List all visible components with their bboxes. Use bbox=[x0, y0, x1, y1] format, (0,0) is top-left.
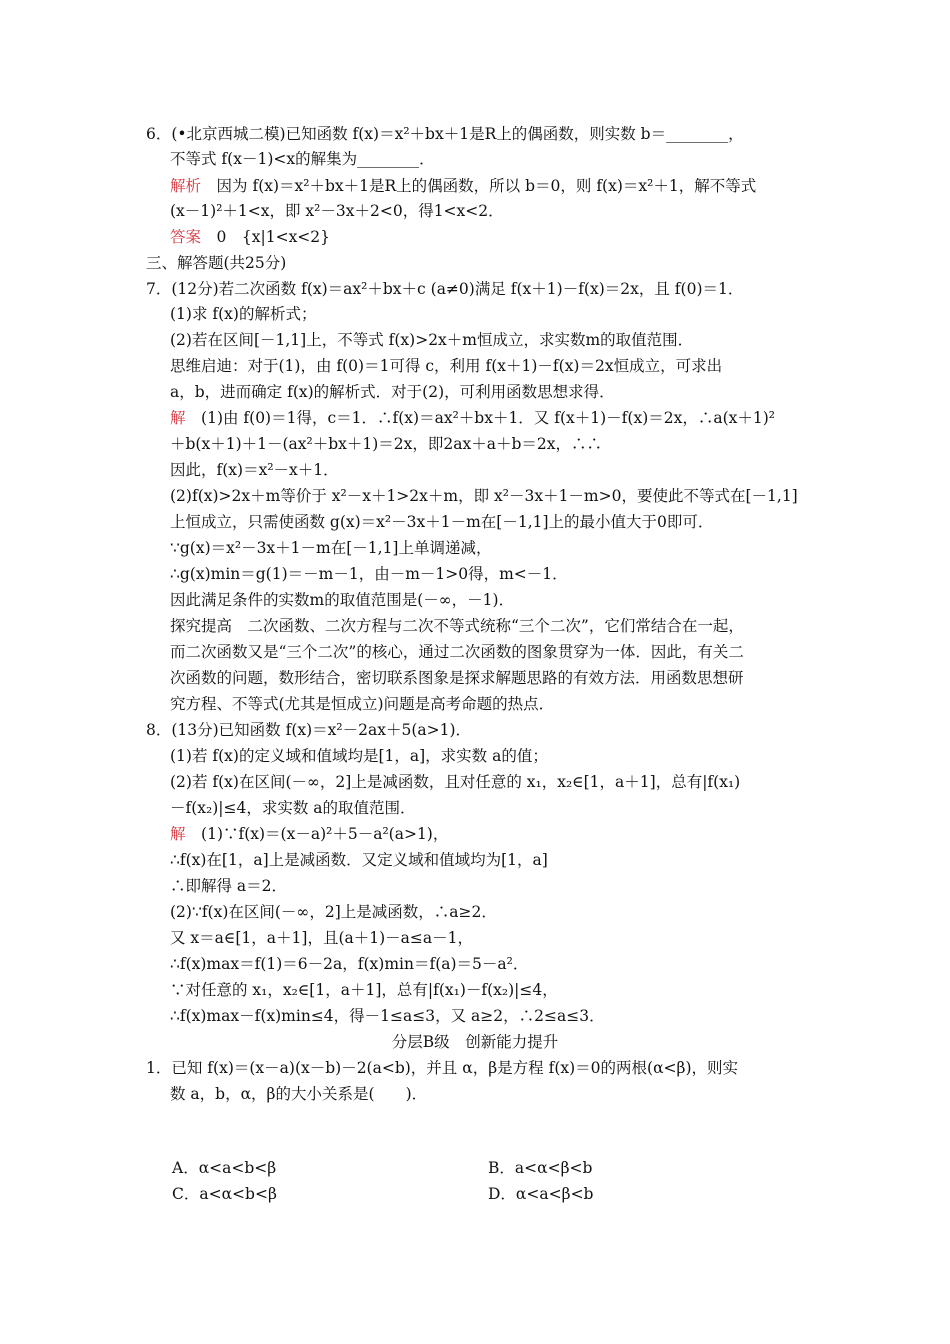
q6-answer-row bbox=[170, 227, 330, 249]
b1-line-1: 1．已知 f(x)＝(x－a)(x－b)－2(a<b)，并且 α，β是方程 f(x)＝0的两根(α<β)，则实 bbox=[146, 1059, 739, 1077]
q7-solution-line: 因此，f(x)＝x²－x＋1． bbox=[170, 461, 339, 479]
q8-solution-line: ∴f(x)max＝f(1)＝6－2a，f(x)min＝f(a)＝5－a²． bbox=[170, 955, 529, 973]
q8-solution-line: ∵对任意的 x₁，x₂∈[1，a＋1]，总有|f(x₁)－f(x₂)|≤4， bbox=[170, 981, 558, 999]
q7-extension-line: 次函数的问题，数形结合，密切联系图象是探求解题思路的有效方法．用函数思想研 bbox=[170, 669, 744, 687]
q8-solution-line: ∴即解得 a＝2． bbox=[170, 877, 288, 895]
section-heading: 三、解答题(共25分) bbox=[146, 254, 287, 272]
q7-hint-1: 思维启迪：对于(1)，由 f(0)＝1可得 c，利用 f(x＋1)－f(x)＝2x恒成立，可求出 bbox=[170, 357, 723, 375]
q8-solution-line: ∴f(x)在[1，a]上是减函数．又定义域和值域均为[1，a] bbox=[170, 851, 548, 869]
answer-text: 0 {x|1<x<2} bbox=[216, 228, 331, 246]
solution-text: (1)∵f(x)＝(x－a)²＋5－a²(a>1)， bbox=[201, 825, 449, 843]
q7-solution-line: 因此满足条件的实数m的取值范围是(－∞，－1)． bbox=[170, 591, 515, 609]
q8-solution-line: 又 x＝a∈[1，a＋1]，且(a＋1)－a≤a－1， bbox=[170, 929, 473, 947]
q7-line-1: 7．(12分)若二次函数 f(x)＝ax²＋bx＋c (a≠0)满足 f(x＋1)－f(x)＝2x，且 f(0)＝1． bbox=[146, 280, 744, 298]
q8-solution-line: (2)∵f(x)在区间(－∞，2]上是减函数，∴a≥2． bbox=[170, 903, 497, 921]
q7-extension-line: 究方程、不等式(尤其是恒成立)问题是高考命题的热点． bbox=[170, 695, 555, 713]
q6-analysis-row bbox=[170, 176, 756, 198]
analysis-label: 解析 bbox=[170, 177, 202, 195]
q8-sub-1: (1)若 f(x)的定义域和值域均是[1，a]，求实数 a的值； bbox=[170, 747, 548, 765]
q6-line-1: 6．(•北京西城二模)已知函数 f(x)＝x²＋bx＋1是R上的偶函数，则实数 b＝________， bbox=[146, 125, 744, 143]
solution-text: (1)由 f(0)＝1得，c＝1．∴f(x)＝ax²＋bx＋1．又 f(x＋1)－f(x)＝2x，∴a(x＋1)² bbox=[201, 409, 775, 427]
level-b-heading: 分层B级 创新能力提升 bbox=[391, 1033, 559, 1051]
b1-line-2: 数 a，b，α，β的大小关系是( )． bbox=[170, 1085, 428, 1103]
q8-sub-2-cont: －f(x₂)|≤4，求实数 a的取值范围． bbox=[170, 799, 416, 817]
option-c: C．a<α<b<β bbox=[172, 1185, 277, 1203]
q8-line-1: 8．(13分)已知函数 f(x)＝x²－2ax＋5(a>1)． bbox=[146, 721, 472, 739]
q7-hint-2: a，b，进而确定 f(x)的解析式．对于(2)，可利用函数思想求得． bbox=[170, 383, 615, 401]
q7-solution-line: ∵g(x)＝x²－3x＋1－m在[－1,1]上单调递减， bbox=[170, 539, 492, 557]
option-a: A．α<a<b<β bbox=[172, 1159, 277, 1177]
solution-label: 解 bbox=[170, 409, 186, 427]
q7-solution-row bbox=[170, 408, 775, 430]
q7-extension-line: 探究提高 二次函数、二次方程与二次不等式统称“三个二次”，它们常结合在一起， bbox=[170, 617, 744, 635]
q7-solution-line: 上恒成立，只需使函数 g(x)＝x²－3x＋1－m在[－1,1]上的最小值大于0即可． bbox=[170, 513, 714, 531]
answer-label: 答案 bbox=[170, 228, 202, 246]
q7-sub-2: (2)若在区间[－1,1]上，不等式 f(x)>2x＋m恒成立，求实数m的取值范围． bbox=[170, 331, 694, 349]
q6-analysis-line-2: (x－1)²＋1<x，即 x²－3x＋2<0，得1<x<2． bbox=[170, 202, 504, 220]
q8-solution-row bbox=[170, 824, 448, 846]
solution-label: 解 bbox=[170, 825, 186, 843]
option-d: D．α<a<β<b bbox=[488, 1185, 594, 1203]
q6-line-2: 不等式 f(x－1)<x的解集为________． bbox=[170, 150, 435, 168]
q7-solution-line: ∴g(x)min＝g(1)＝－m－1，由－m－1>0得，m<－1． bbox=[170, 565, 568, 583]
q7-solution-line: ＋b(x＋1)＋1－(ax²＋bx＋1)＝2x，即2ax＋a＋b＝2x，∴∴ bbox=[170, 435, 603, 453]
q8-sub-2: (2)若 f(x)在区间(－∞，2]上是减函数，且对任意的 x₁，x₂∈[1，a＋1]，总有|f(x₁) bbox=[170, 773, 741, 791]
q7-solution-line: (2)f(x)>2x＋m等价于 x²－x＋1>2x＋m，即 x²－3x＋1－m>0，要使此不等式在[－1,1] bbox=[170, 487, 798, 505]
q7-extension-line: 而二次函数又是“三个二次”的核心，通过二次函数的图象贯穿为一体．因此，有关二 bbox=[170, 643, 744, 661]
option-b: B．a<α<β<b bbox=[488, 1159, 593, 1177]
analysis-text: 因为 f(x)＝x²＋bx＋1是R上的偶函数，所以 b＝0，则 f(x)＝x²＋1，解不等式 bbox=[216, 177, 757, 195]
q8-solution-line: ∴f(x)max－f(x)min≤4，得－1≤a≤3，又 a≥2，∴2≤a≤3． bbox=[170, 1007, 605, 1025]
q7-sub-1: (1)求 f(x)的解析式； bbox=[170, 305, 317, 323]
